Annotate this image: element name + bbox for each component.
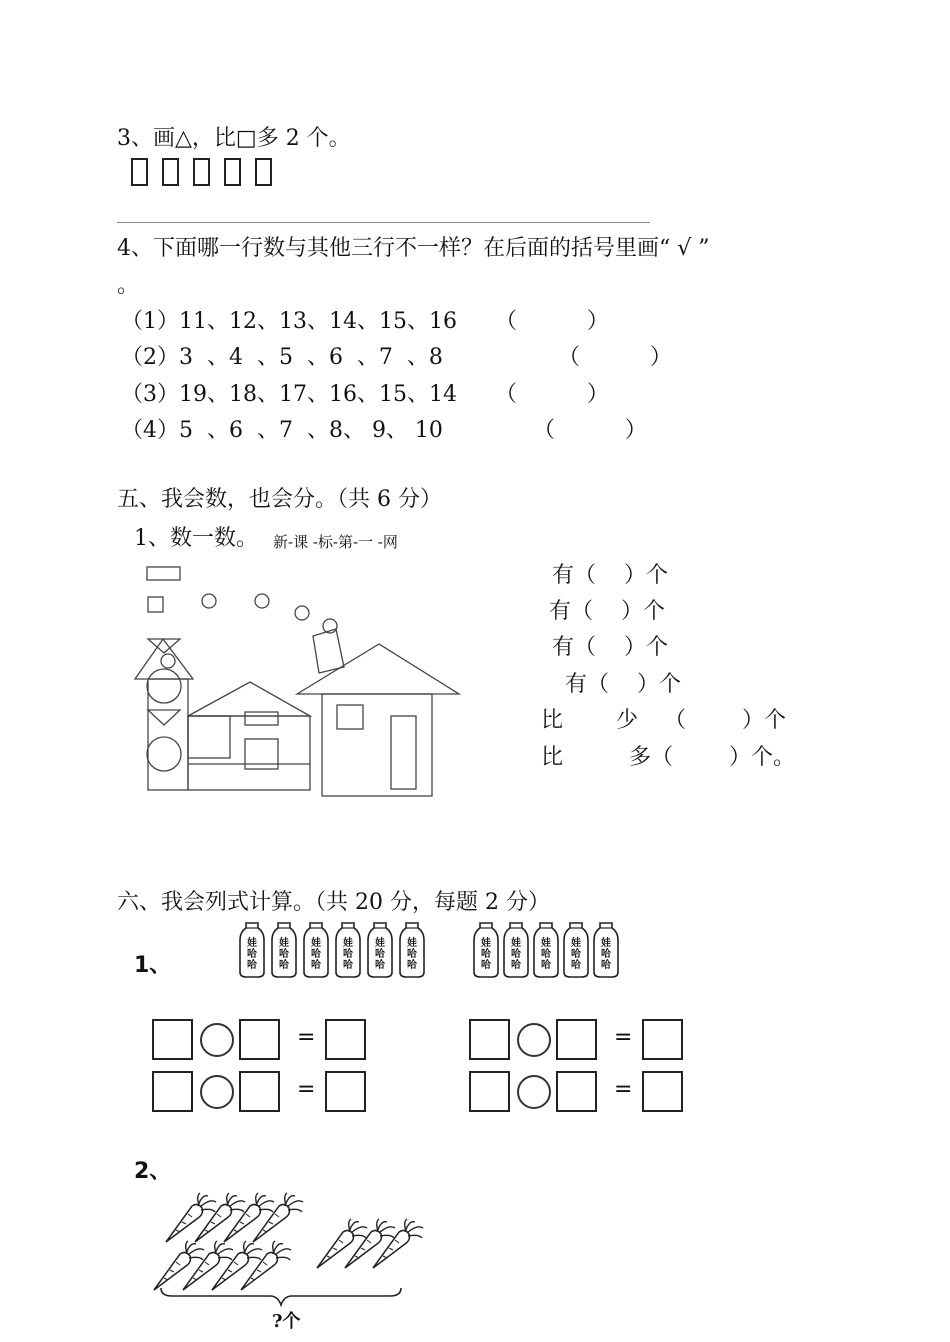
svg-text:哈: 哈: [601, 960, 611, 971]
svg-text:哈: 哈: [343, 960, 353, 971]
s5-answer-2[interactable]: 有（ ）个: [549, 599, 665, 624]
eq-box-result[interactable]: [325, 1071, 366, 1112]
s5-compare-less-answer[interactable]: （ ）个: [664, 708, 786, 733]
equals-sign: =: [614, 1077, 633, 1102]
bottle-icon: [302, 922, 330, 978]
eq-box-result[interactable]: [325, 1019, 366, 1060]
q4-row-1: （1）11、12、13、14、15、16: [121, 309, 457, 334]
bottle-icon: [532, 922, 560, 978]
s5-answer-3[interactable]: 有（ ）个: [552, 635, 668, 660]
s6-q2-label: 2、: [134, 1159, 172, 1184]
eq-box-a[interactable]: [152, 1019, 193, 1060]
s5-compare-more-answer[interactable]: 多（ ）个。: [629, 745, 795, 770]
q4-row-4: （4）5 、6 、7 、8、 9、 10: [121, 418, 443, 443]
bottle-icon: [270, 922, 298, 978]
carrot-icon: [369, 1218, 425, 1270]
svg-text:哈: 哈: [311, 960, 321, 971]
eq-operator-circle[interactable]: [200, 1023, 234, 1057]
svg-text:哈: 哈: [541, 949, 551, 960]
q4-row-1-bracket[interactable]: （ ）: [495, 309, 609, 334]
equals-sign: =: [297, 1025, 316, 1050]
svg-text:娃: 娃: [375, 938, 385, 949]
svg-text:娃: 娃: [511, 938, 521, 949]
svg-text:哈: 哈: [279, 949, 289, 960]
bottle-icon: [562, 922, 590, 978]
eq-box-a[interactable]: [469, 1071, 510, 1112]
brace: [158, 1286, 408, 1308]
s5-title: 五、我会数，也会分。（共 6 分）: [117, 487, 442, 512]
svg-text:娃: 娃: [481, 938, 491, 949]
eq-box-b[interactable]: [239, 1071, 280, 1112]
q4-row-3-bracket[interactable]: （ ）: [495, 382, 609, 407]
s5-answer-1[interactable]: 有（ ）个: [552, 563, 668, 588]
eq-box-a[interactable]: [469, 1019, 510, 1060]
q3-square: [224, 158, 241, 186]
q4-row-2: （2）3 、4 、5 、6 、7 、8: [121, 345, 443, 370]
eq-box-result[interactable]: [642, 1071, 683, 1112]
s5-watermark: 新-课 -标-第-一 -网: [273, 533, 398, 551]
svg-text:哈: 哈: [407, 949, 417, 960]
carrot-icon: [237, 1240, 293, 1292]
eq-box-b[interactable]: [556, 1019, 597, 1060]
q4-row-2-bracket[interactable]: （ ）: [558, 345, 672, 370]
q4-prompt: 4、下面哪一行数与其他三行不一样？在后面的括号里画“ √ ”: [117, 236, 710, 261]
bottle-icon: [238, 922, 266, 978]
s5-sub: 1、数一数。: [134, 526, 258, 551]
q3-prompt: 3、画△，比□多 2 个。: [117, 126, 351, 151]
svg-text:哈: 哈: [375, 949, 385, 960]
eq-operator-circle[interactable]: [200, 1075, 234, 1109]
s5-compare-less-a: 比: [541, 708, 564, 733]
q4-row-3: （3）19、18、17、16、15、14: [121, 382, 457, 407]
q4-row-4-bracket[interactable]: （ ）: [533, 418, 647, 443]
eq-box-result[interactable]: [642, 1019, 683, 1060]
svg-text:哈: 哈: [571, 960, 581, 971]
q4-prompt-tail: 。: [117, 273, 140, 298]
svg-text:娃: 娃: [407, 938, 417, 949]
svg-text:哈: 哈: [279, 960, 289, 971]
brace-label: ?个: [272, 1311, 301, 1332]
svg-text:哈: 哈: [541, 960, 551, 971]
shape-house-picture: [125, 558, 470, 803]
svg-text:哈: 哈: [511, 949, 521, 960]
svg-text:哈: 哈: [571, 949, 581, 960]
svg-text:娃: 娃: [279, 938, 289, 949]
svg-text:娃: 娃: [571, 938, 581, 949]
eq-box-b[interactable]: [239, 1019, 280, 1060]
svg-text:哈: 哈: [311, 949, 321, 960]
svg-text:哈: 哈: [601, 949, 611, 960]
s5-answer-4[interactable]: 有（ ）个: [565, 672, 681, 697]
carrot-icon: [249, 1192, 305, 1244]
s6-q1-label: 1、: [134, 953, 172, 978]
svg-text:哈: 哈: [511, 960, 521, 971]
q3-square: [193, 158, 210, 186]
bottle-icon: [502, 922, 530, 978]
svg-text:娃: 娃: [541, 938, 551, 949]
svg-text:哈: 哈: [407, 960, 417, 971]
bottle-icon: [398, 922, 426, 978]
svg-text:娃: 娃: [343, 938, 353, 949]
eq-box-a[interactable]: [152, 1071, 193, 1112]
q3-square: [255, 158, 272, 186]
eq-operator-circle[interactable]: [517, 1075, 551, 1109]
bottle-icon: [334, 922, 362, 978]
s6-title: 六、我会列式计算。（共 20 分，每题 2 分）: [117, 890, 550, 915]
s5-compare-more-a: 比: [541, 745, 564, 770]
q3-square: [162, 158, 179, 186]
svg-text:哈: 哈: [343, 949, 353, 960]
svg-text:哈: 哈: [375, 960, 385, 971]
eq-box-b[interactable]: [556, 1071, 597, 1112]
bottle-icon: [472, 922, 500, 978]
eq-operator-circle[interactable]: [517, 1023, 551, 1057]
svg-text:哈: 哈: [247, 960, 257, 971]
equals-sign: =: [297, 1077, 316, 1102]
equals-sign: =: [614, 1025, 633, 1050]
bottle-icon: [366, 922, 394, 978]
s5-compare-less-b: 少: [616, 708, 639, 733]
q3-answer-line: [117, 222, 650, 223]
svg-text:娃: 娃: [247, 938, 257, 949]
svg-text:哈: 哈: [481, 949, 491, 960]
q3-square: [131, 158, 148, 186]
svg-text:娃: 娃: [601, 938, 611, 949]
svg-text:哈: 哈: [247, 949, 257, 960]
svg-text:哈: 哈: [481, 960, 491, 971]
bottle-icon: [592, 922, 620, 978]
svg-text:娃: 娃: [311, 938, 321, 949]
